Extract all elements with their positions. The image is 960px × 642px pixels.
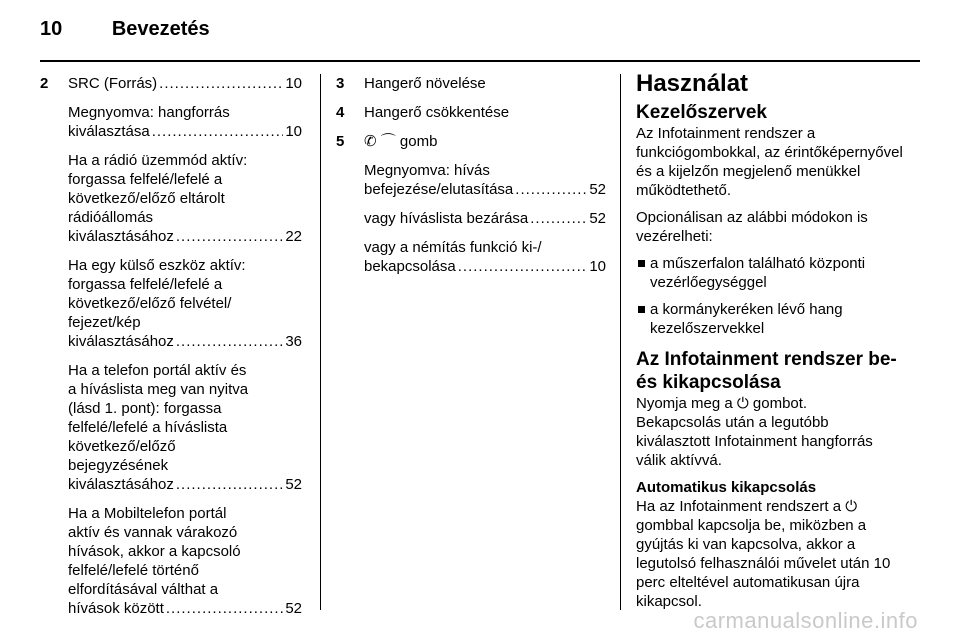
subsection-heading: Kezelőszervek	[636, 102, 767, 123]
toc-line	[364, 257, 606, 276]
text-line: aktív és vannak várakozó	[68, 524, 238, 541]
item-number: 2	[40, 75, 49, 92]
leader-dots	[176, 227, 283, 246]
toc-block	[68, 361, 302, 494]
watermark: carmanualsonline.info	[693, 608, 918, 633]
toc-label: SRC (Forrás)	[68, 75, 158, 92]
text-line: következő/előző eltárolt	[68, 190, 225, 207]
toc-page: 10	[285, 123, 302, 140]
text-line: Ha a rádió üzemmód aktív:	[68, 152, 248, 169]
toc-page: 52	[285, 600, 302, 617]
paragraph: Opcionálisan az alábbi módokon is vezérelheti:	[636, 209, 868, 245]
text-line: Megnyomva: hangforrás	[68, 104, 230, 121]
toc-line	[364, 180, 606, 199]
toc-block	[68, 256, 302, 351]
text-line: forgassa felfelé/lefelé a	[68, 276, 223, 293]
text-line: elfordításával válthat a	[68, 581, 219, 598]
text-line: Ha a Mobiltelefon portál	[68, 505, 227, 522]
column-divider	[320, 74, 321, 610]
page-number: 10	[40, 18, 63, 40]
page-title: Bevezetés	[111, 18, 210, 40]
item-text: Hangerő növelése	[364, 75, 486, 92]
toc-line	[68, 227, 302, 246]
toc-label: kiválasztásához	[68, 228, 174, 245]
toc-label: hívások között	[68, 600, 164, 617]
toc-block	[364, 161, 606, 199]
text-line: (lásd 1. pont): forgassa	[68, 400, 222, 417]
toc-line	[68, 122, 302, 141]
leader-dots	[159, 74, 283, 93]
toc-page: 10	[285, 75, 302, 92]
toc-label: kiválasztásához	[68, 476, 174, 493]
toc-block	[68, 103, 302, 141]
bullet-item: a kormánykeréken lévő hang kezelőszervekkel	[636, 300, 906, 338]
leader-dots	[176, 332, 283, 351]
minor-heading: Automatikus kikapcsolás	[636, 479, 817, 496]
toc-line	[68, 332, 302, 351]
item-3	[336, 74, 606, 93]
toc-label: kiválasztásához	[68, 333, 174, 350]
leader-dots	[152, 122, 284, 141]
column-1	[40, 74, 302, 628]
text-line: vagy a némítás funkció ki-/	[364, 239, 542, 256]
toc-label: kiválasztása	[68, 123, 150, 140]
text-line: következő/előző felvétel/	[68, 295, 232, 312]
toc-page: 36	[285, 333, 302, 350]
text-line: Ha egy külső eszköz aktív:	[68, 257, 246, 274]
item-text: ✆ ⌒ gomb	[364, 133, 438, 150]
section-heading: Használat	[636, 70, 749, 97]
paragraph: Ha az Infotainment rendszert a ⏻ gombbal kapcsolja be, miközben a gyújtás ki van kapcsolva, akkor a legutolsó felhasználói művelet után 10 perc elteltével automatikusan újra kikapcsol.	[636, 498, 891, 610]
toc-block	[68, 151, 302, 246]
toc-page: 52	[589, 181, 606, 198]
page-header	[40, 18, 210, 41]
leader-dots	[458, 257, 588, 276]
column-divider	[620, 74, 621, 610]
text-line: rádióállomás	[68, 209, 154, 226]
toc-line	[364, 209, 606, 228]
subsection-heading: Az Infotainment rendszer be- és kikapcsolása	[636, 349, 897, 393]
toc-block	[68, 504, 302, 618]
text-line: következő/előző	[68, 438, 176, 455]
item-5	[336, 132, 606, 276]
toc-page: 22	[285, 228, 302, 245]
text-line: forgassa felfelé/lefelé a	[68, 171, 223, 188]
item-number: 5	[336, 133, 345, 150]
toc-line	[68, 74, 302, 93]
item-text: Hangerő csökkentése	[364, 104, 510, 121]
toc-page: 10	[589, 258, 606, 275]
toc-label: bekapcsolása	[364, 258, 456, 275]
item-2	[40, 74, 302, 618]
bullet-item: a műszerfalon található központi vezérlőegységgel	[636, 254, 906, 292]
toc-block	[364, 209, 606, 228]
leader-dots	[515, 180, 587, 199]
text-line: felfelé/lefelé történő	[68, 562, 199, 579]
item-number: 4	[336, 104, 345, 121]
leader-dots	[166, 599, 283, 618]
column-2	[336, 74, 606, 286]
toc-label: vagy híváslista bezárása	[364, 210, 529, 227]
text-line: bejegyzésének	[68, 457, 169, 474]
item-number: 3	[336, 75, 345, 92]
paragraph: Az Infotainment rendszer a funkciógombokkal, az érintőképernyővel és a kijelzőn megjelenő menükkel működtethető.	[636, 125, 903, 199]
toc-page: 52	[589, 210, 606, 227]
text-line: fejezet/kép	[68, 314, 141, 331]
text-line: Ha a telefon portál aktív és	[68, 362, 247, 379]
text-line: felfelé/lefelé a híváslista	[68, 419, 228, 436]
leader-dots	[176, 475, 283, 494]
toc-line	[68, 475, 302, 494]
leader-dots	[530, 209, 587, 228]
paragraph: Bekapcsolás után a legutóbb kiválasztott Infotainment hangforrás válik aktívvá.	[636, 414, 873, 469]
text-line: a híváslista meg van nyitva	[68, 381, 249, 398]
column-3	[636, 70, 906, 619]
toc-page: 52	[285, 476, 302, 493]
toc-label: befejezése/elutasítása	[364, 181, 514, 198]
toc-block	[364, 238, 606, 276]
item-4	[336, 103, 606, 122]
text-line: hívások, akkor a kapcsoló	[68, 543, 241, 560]
text-line: Megnyomva: hívás	[364, 162, 490, 179]
paragraph: Nyomja meg a ⏻ gombot.	[636, 395, 808, 412]
header-rule	[40, 60, 920, 62]
toc-line	[68, 599, 302, 618]
